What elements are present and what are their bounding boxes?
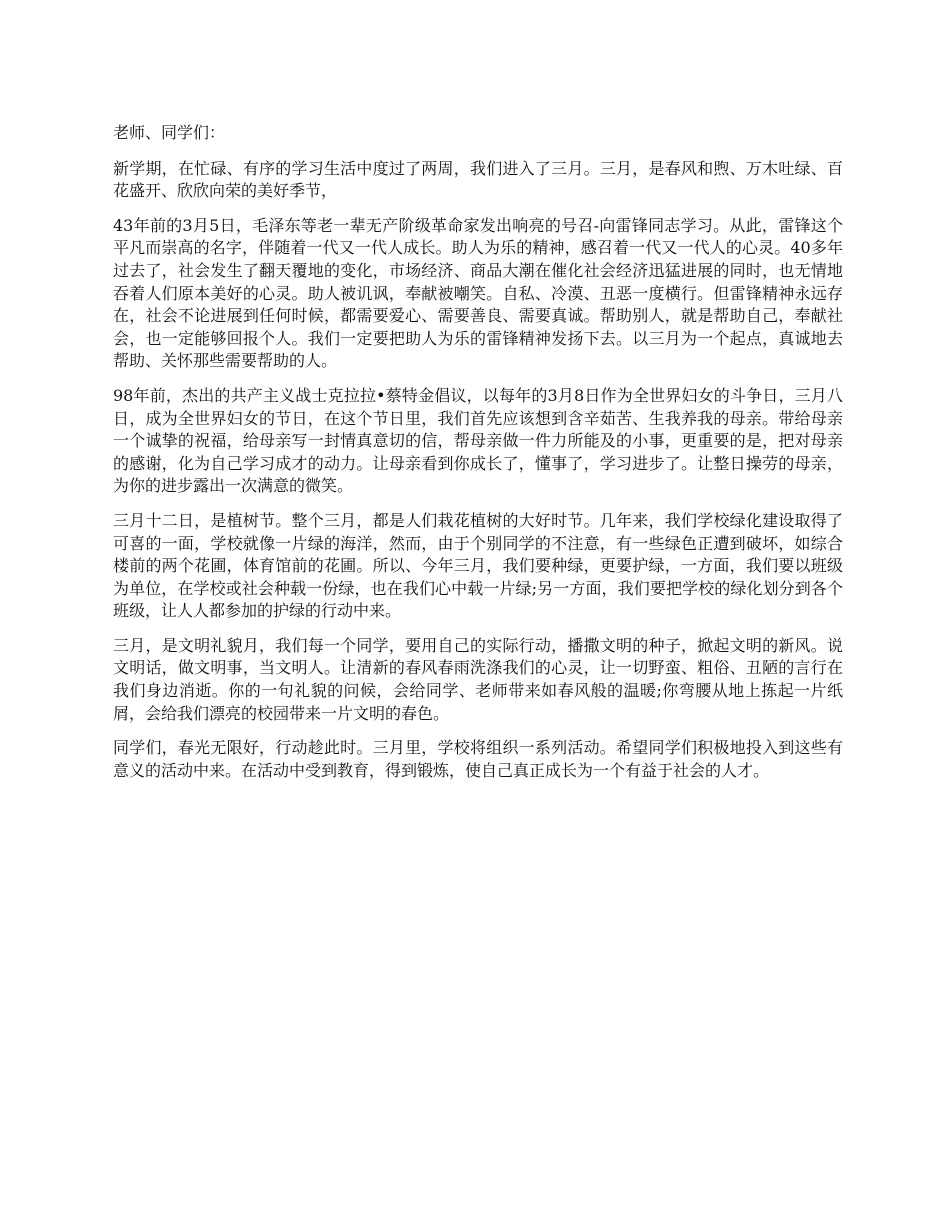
greeting: 老师、同学们： xyxy=(113,123,226,142)
paragraph-new-semester: 新学期，在忙碌、有序的学习生活中度过了两周，我们进入了三月。三月，是春风和煦、万木吐绿、百花盛开、欣欣向荣的美好季节， xyxy=(113,158,843,201)
paragraph-womens-day: 98年前，杰出的共产主义战士克拉拉•蔡特金倡议，以每年的3月8日作为全世界妇女的斗争日，三月八日，成为全世界妇女的节日，在这个节日里，我们首先应该想到含辛茹苦、生我养我的母亲。带给母亲一个诚挚的祝福，给母亲写一封情真意切的信，帮母亲做一件力所能及的小事，更重要的是，把对母亲的感谢，化为自己学习成才的动力。让母亲看到你成长了，懂事了，学习进步了。让整日操劳的母亲，为你的进步露出一次满意的微笑。 xyxy=(113,385,843,496)
paragraph-lei-feng: 43年前的3月5日，毛泽东等老一辈无产阶级革命家发出响亮的号召-向雷锋同志学习。从此，雷锋这个平凡而崇高的名字，伴随着一代又一代人成长。助人为乐的精神，感召着一代又一代人的心灵。40多年过去了，社会发生了翻天覆地的变化，市场经济、商品大潮在催化社会经济迅猛进展的同时，也无情地吞着人们原本美好的心灵。助人被讥讽，奉献被嘲笑。自私、冷漠、丑恶一度横行。但雷锋精神永远存在，社会不论进展到任何时候，都需要爱心、需要善良、需要真诚。帮助别人，就是帮助自己，奉献社会，也一定能够回报个人。我们一定要把助人为乐的雷锋精神发扬下去。以三月为一个起点，真诚地去帮助、关怀那些需要帮助的人。 xyxy=(113,215,843,371)
paragraph-arbor-day: 三月十二日，是植树节。整个三月，都是人们栽花植树的大好时节。几年来，我们学校绿化建设取得了可喜的一面，学校就像一片绿的海洋，然而，由于个别同学的不注意，有一些绿色正遭到破坏，如综合楼前的两个花圃，体育馆前的花圃。所以、今年三月，我们要种绿，更要护绿，一方面，我们要以班级为单位，在学校或社会种载一份绿，也在我们心中载一片绿;另一方面，我们要把学校的绿化划分到各个班级，让人人都参加的护绿的行动中来。 xyxy=(113,510,843,621)
paragraph-closing: 同学们，春光无限好，行动趁此时。三月里，学校将组织一系列活动。希望同学们积极地投入到这些有意义的活动中来。在活动中受到教育，得到锻炼，使自己真正成长为一个有益于社会的人才。 xyxy=(113,738,843,780)
document-body xyxy=(113,122,843,794)
paragraph-civility-month: 三月，是文明礼貌月，我们每一个同学，要用自己的实际行动，播撒文明的种子，掀起文明的新风。说文明话，做文明事，当文明人。让清新的春风春雨洗涤我们的心灵，让一切野蛮、粗俗、丑陋的言行在我们身边消逝。你的一句礼貌的问候，会给同学、老师带来如春风般的温暖;你弯腰从地上拣起一片纸屑，会给我们漂亮的校园带来一片文明的春色。 xyxy=(113,635,843,723)
